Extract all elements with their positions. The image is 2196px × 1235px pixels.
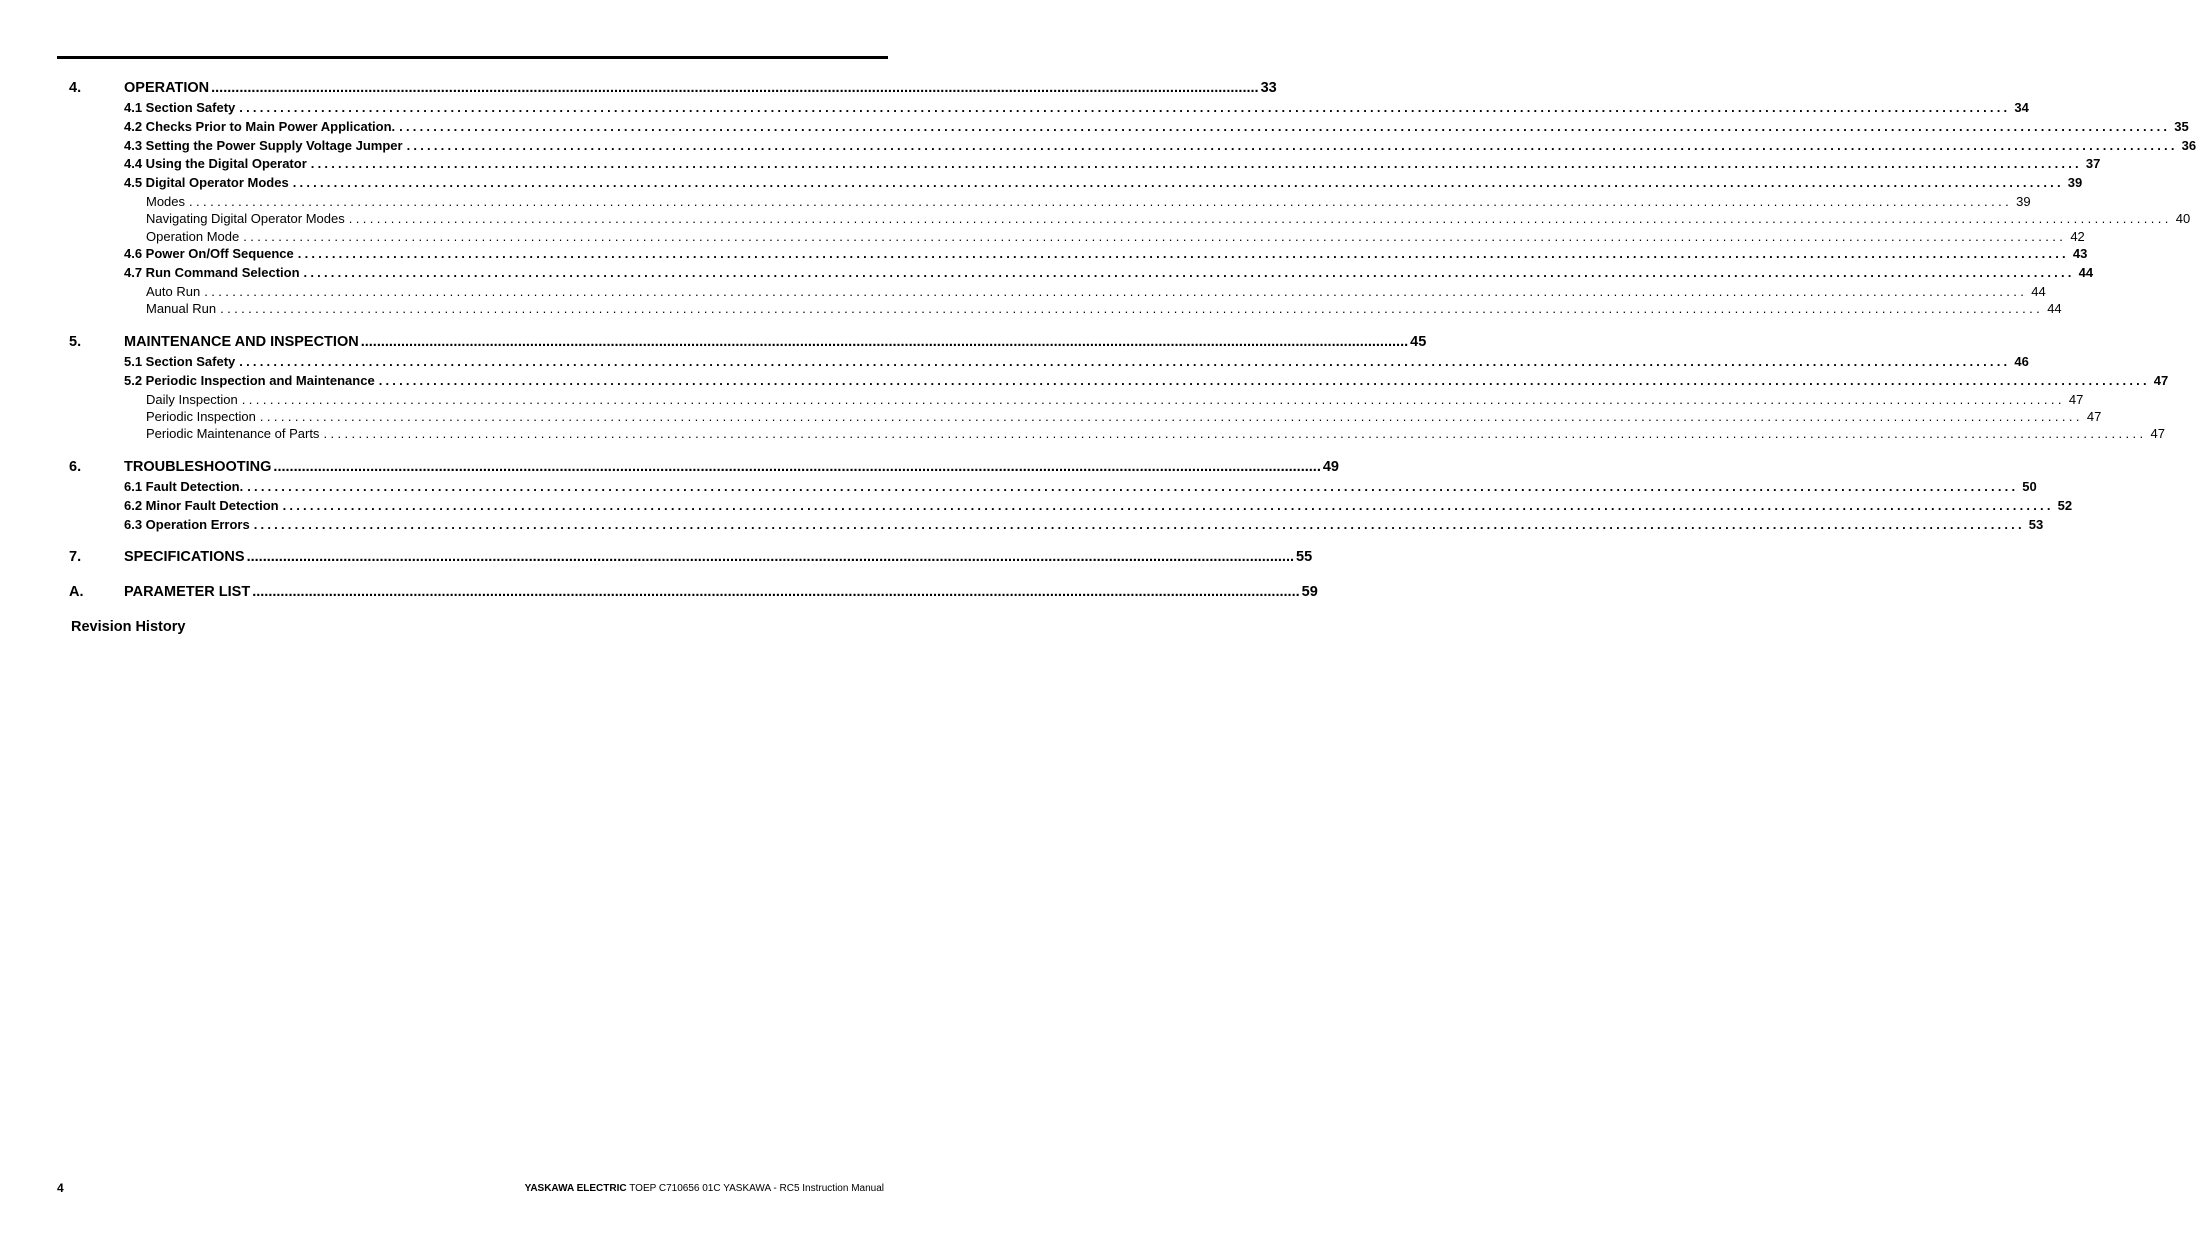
toc-subsection-entry[interactable] [146,194,2031,209]
toc-subsection-entry[interactable] [146,391,2084,407]
toc-section-entry-title: 6.2 Minor Fault Detection [124,497,279,513]
toc-subsection-entry-page: 47 [2068,391,2084,407]
top-rule [57,56,888,59]
toc-section-entry-page: 36 [2181,137,2196,153]
dot-leader: .................................................................................................................................................................................................................................................................... [246,549,1295,565]
toc-section-entry-title: 5.2 Periodic Inspection and Maintenance [124,372,375,388]
toc-chapter-entry-page: 59 [1301,584,1318,600]
toc-section-entry-page: 53 [2028,516,2044,532]
toc-section-entry-page: 47 [2153,372,2169,388]
toc-subsection-entry-page: 44 [2047,300,2062,316]
toc-subsection-entry-page: 39 [2016,194,2031,209]
toc-section-entry-title: 4.3 Setting the Power Supply Voltage Jumper [124,137,403,153]
toc-section-entry[interactable] [124,245,2088,261]
toc-section-entry[interactable] [124,479,2037,494]
toc-section-entry[interactable] [124,264,2094,280]
toc-section-entry[interactable] [124,156,2101,172]
toc-subsection-entry-title: Daily Inspection [146,391,238,407]
toc-subsection-entry-page: 47 [2086,408,2102,424]
dot-leader: .................................................................................................................................................................................................................................................................... [323,426,2147,442]
toc-section-entry[interactable] [124,354,2029,369]
dot-leader: .................................................................................................................................................................................................................................................................... [303,264,2075,280]
toc-subsection-entry-page: 40 [2175,211,2191,227]
dot-leader: .................................................................................................................................................................................................................................................................... [239,100,2011,115]
toc-section-entry[interactable] [124,372,2169,388]
dot-leader: .................................................................................................................................................................................................................................................................... [189,194,2013,209]
toc-section-entry-page: 50 [2022,479,2037,494]
toc-section-entry[interactable] [124,118,2189,134]
toc-subsection-entry-page: 44 [2031,283,2046,299]
toc-section-entry[interactable] [124,516,2044,532]
dot-leader: .................................................................................................................................................................................................................................................................... [406,137,2178,153]
toc-chapter-entry-title: TROUBLESHOOTING [124,459,272,475]
toc-section-entry-page: 43 [2072,245,2088,261]
toc-subsection-entry[interactable] [146,211,2191,227]
toc-subsection-entry-page: 42 [2070,228,2085,244]
toc-chapter-entry[interactable] [124,549,1313,565]
toc-subsection-entry[interactable] [146,300,2062,316]
toc-chapter-entry-title: SPECIFICATIONS [124,549,245,565]
toc-chapter-entry-title: OPERATION [124,80,210,96]
toc-subsection-entry-title: Auto Run [146,283,201,299]
dot-leader: .................................................................................................................................................................................................................................................................... [259,408,2083,424]
footer-doc-info [525,1183,884,1194]
dot-leader: .................................................................................................................................................................................................................................................................... [252,584,1300,600]
dot-leader: .................................................................................................................................................................................................................................................................... [211,80,1259,96]
toc-chapter-entry-page: 49 [1322,459,1339,475]
toc-section-entry-page: 34 [2014,100,2029,115]
toc-chapter-entry-page: 45 [1410,334,1427,350]
dot-leader: .................................................................................................................................................................................................................................................................... [378,372,2150,388]
dot-leader: .................................................................................................................................................................................................................................................................... [273,459,1321,475]
toc-subsection-entry-title: Periodic Maintenance of Parts [146,426,320,442]
toc-section-entry-page: 52 [2057,497,2073,513]
toc-section-entry-page: 46 [2014,354,2029,369]
toc-subsection-entry[interactable] [146,408,2102,424]
dot-leader: .................................................................................................................................................................................................................................................................... [282,497,2054,513]
toc-chapter-entry[interactable] [124,334,1427,350]
chapter-number: 7. [69,549,82,565]
dot-leader: .................................................................................................................................................................................................................................................................... [243,228,2067,244]
dot-leader: .................................................................................................................................................................................................................................................................... [360,334,1409,350]
toc-chapter-entry[interactable] [124,584,1318,600]
footer-page-number: 4 [57,1181,64,1195]
toc-section-entry-title: 4.4 Using the Digital Operator [124,156,307,172]
dot-leader: .................................................................................................................................................................................................................................................................... [297,245,2069,261]
toc-section-entry-title: 6.1 Fault Detection. [124,479,244,494]
toc-section-entry-page: 39 [2067,175,2083,191]
toc-chapter-entry-page: 55 [1296,549,1313,565]
chapter-number: 6. [69,459,82,475]
footer-manual-title: TOEP C710656 01C YASKAWA - RC5 Instruction Manual [629,1183,884,1194]
dot-leader: .................................................................................................................................................................................................................................................................... [241,391,2065,407]
toc-subsection-entry-title: Manual Run [146,300,217,316]
dot-leader: .................................................................................................................................................................................................................................................................... [239,354,2011,369]
toc-section-entry[interactable] [124,100,2029,115]
toc-subsection-entry[interactable] [146,283,2046,299]
dot-leader: .................................................................................................................................................................................................................................................................... [292,175,2064,191]
chapter-number: 5. [69,334,82,350]
dot-leader: .................................................................................................................................................................................................................................................................... [399,118,2171,134]
toc-subsection-entry-title: Modes [146,194,186,209]
toc-section-entry[interactable] [124,175,2083,191]
toc-chapter-entry-page: 33 [1260,80,1277,96]
toc-subsection-entry-page: 47 [2150,426,2165,442]
toc-chapter-entry-title: MAINTENANCE AND INSPECTION [124,334,359,350]
toc-section-entry-page: 37 [2085,156,2101,172]
toc-section-entry-page: 35 [2174,118,2189,134]
chapter-number: 4. [69,80,82,96]
toc-chapter-entry[interactable] [124,80,1277,96]
toc-section-entry[interactable] [124,137,2196,153]
chapter-number: A. [69,584,84,600]
toc-section-entry-title: 4.5 Digital Operator Modes [124,175,289,191]
toc-chapter-entry-title: PARAMETER LIST [124,584,251,600]
toc-subsection-entry-title: Periodic Inspection [146,408,256,424]
toc-subsection-entry-title: Operation Mode [146,228,240,244]
toc-section-entry-title: 4.7 Run Command Selection [124,264,300,280]
toc-subsection-entry[interactable] [146,228,2085,244]
toc-section-entry[interactable] [124,497,2073,513]
toc-section-entry-title: 4.1 Section Safety [124,100,236,115]
toc-subsection-entry[interactable] [146,426,2165,442]
footer-brand: YASKAWA ELECTRIC [524,1183,627,1194]
toc-chapter-entry[interactable] [124,459,1339,475]
dot-leader: .................................................................................................................................................................................................................................................................... [310,156,2082,172]
toc-subsection-entry-title: Navigating Digital Operator Modes [146,211,345,227]
dot-leader: .................................................................................................................................................................................................................................................................... [220,300,2044,316]
toc-section-entry-title: 4.6 Power On/Off Sequence [124,245,294,261]
toc-section-entry-title: 6.3 Operation Errors [124,516,250,532]
dot-leader: .................................................................................................................................................................................................................................................................... [204,283,2028,299]
toc-section-entry-page: 44 [2078,264,2094,280]
dot-leader: .................................................................................................................................................................................................................................................................... [253,516,2025,532]
toc-section-entry-title: 5.1 Section Safety [124,354,236,369]
dot-leader: .................................................................................................................................................................................................................................................................... [247,479,2019,494]
dot-leader: .................................................................................................................................................................................................................................................................... [348,211,2172,227]
toc-section-entry-title: 4.2 Checks Prior to Main Power Application. [124,118,396,134]
revision-history-heading: Revision History [71,619,186,635]
